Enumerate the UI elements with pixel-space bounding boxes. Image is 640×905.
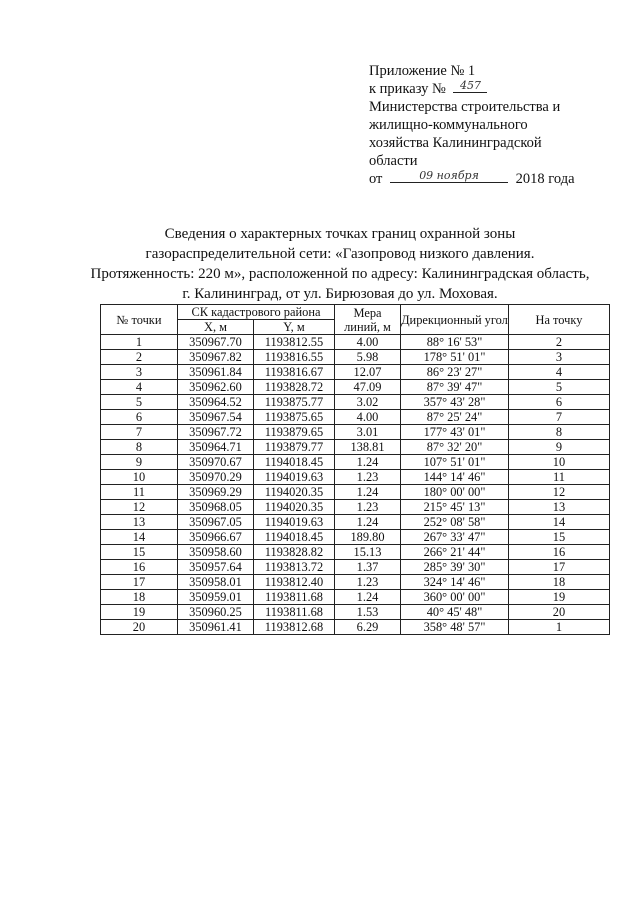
to-point-cell: 12 (509, 485, 610, 500)
point-no-cell: 15 (101, 545, 178, 560)
point-no-cell: 16 (101, 560, 178, 575)
y-cell: 1194018.45 (254, 530, 335, 545)
header-y: Y, м (254, 320, 335, 335)
table-row (101, 620, 610, 635)
length-cell: 189.80 (335, 530, 401, 545)
table-row (101, 365, 610, 380)
title-line-2: газораспределительной сети: «Газопровод низкого давления. (145, 246, 535, 262)
y-cell: 1194019.63 (254, 470, 335, 485)
point-no-cell: 14 (101, 530, 178, 545)
table-row (101, 590, 610, 605)
angle-cell: 87° 25' 24" (401, 410, 509, 425)
to-point-cell: 10 (509, 455, 610, 470)
y-cell: 1193875.65 (254, 410, 335, 425)
length-cell: 1.24 (335, 590, 401, 605)
to-point-cell: 20 (509, 605, 610, 620)
length-cell: 3.02 (335, 395, 401, 410)
header-length: Мера линий, м (335, 305, 401, 335)
table-row (101, 575, 610, 590)
ministry-line-4: области (369, 153, 418, 169)
table-row (101, 560, 610, 575)
header-sk-group: СК кадастрового района (178, 305, 335, 320)
angle-cell: 357° 43' 28" (401, 395, 509, 410)
header-point-no: № точки (101, 305, 178, 335)
y-cell: 1194019.63 (254, 515, 335, 530)
ministry-line-2: жилищно-коммунального (369, 117, 528, 133)
angle-cell: 267° 33' 47" (401, 530, 509, 545)
angle-cell: 87° 39' 47" (401, 380, 509, 395)
x-cell: 350959.01 (178, 590, 254, 605)
x-cell: 350969.29 (178, 485, 254, 500)
y-cell: 1193875.77 (254, 395, 335, 410)
y-cell: 1193813.72 (254, 560, 335, 575)
angle-cell: 107° 51' 01" (401, 455, 509, 470)
to-point-cell: 17 (509, 560, 610, 575)
point-no-cell: 13 (101, 515, 178, 530)
x-cell: 350967.70 (178, 335, 254, 350)
point-no-cell: 12 (101, 500, 178, 515)
angle-cell: 180° 00' 00" (401, 485, 509, 500)
order-number-handwritten: 457 (453, 79, 487, 93)
point-no-cell: 4 (101, 380, 178, 395)
header-to-point: На точку (509, 305, 610, 335)
x-cell: 350957.64 (178, 560, 254, 575)
length-cell: 1.37 (335, 560, 401, 575)
table-row (101, 485, 610, 500)
to-point-cell: 15 (509, 530, 610, 545)
order-prefix: к приказу № (369, 81, 446, 97)
to-point-cell: 14 (509, 515, 610, 530)
point-no-cell: 11 (101, 485, 178, 500)
point-no-cell: 17 (101, 575, 178, 590)
order-date (369, 170, 629, 188)
x-cell: 350958.01 (178, 575, 254, 590)
length-cell: 5.98 (335, 350, 401, 365)
appendix-number: Приложение № 1 (369, 63, 476, 79)
y-cell: 1193816.67 (254, 365, 335, 380)
to-point-cell: 7 (509, 410, 610, 425)
angle-cell: 88° 16' 53" (401, 335, 509, 350)
to-point-cell: 1 (509, 620, 610, 635)
table-row (101, 545, 610, 560)
appendix-header (369, 62, 629, 188)
title-line-1: Сведения о характерных точках границ охранной зоны (164, 226, 516, 242)
point-no-cell: 18 (101, 590, 178, 605)
table-row (101, 380, 610, 395)
table-row (101, 350, 610, 365)
length-cell: 1.53 (335, 605, 401, 620)
point-no-cell: 6 (101, 410, 178, 425)
x-cell: 350967.05 (178, 515, 254, 530)
point-no-cell: 3 (101, 365, 178, 380)
x-cell: 350961.84 (178, 365, 254, 380)
point-no-cell: 19 (101, 605, 178, 620)
length-cell: 1.24 (335, 455, 401, 470)
table-row (101, 500, 610, 515)
x-cell: 350964.52 (178, 395, 254, 410)
length-cell: 1.23 (335, 575, 401, 590)
angle-cell: 86° 23' 27" (401, 365, 509, 380)
point-no-cell: 10 (101, 470, 178, 485)
point-no-cell: 5 (101, 395, 178, 410)
angle-cell: 87° 32' 20" (401, 440, 509, 455)
angle-cell: 177° 43' 01" (401, 425, 509, 440)
table-row (101, 425, 610, 440)
points-table (100, 304, 610, 635)
order-reference (369, 80, 629, 98)
length-cell: 47.09 (335, 380, 401, 395)
angle-cell: 178° 51' 01" (401, 350, 509, 365)
title-line-3: Протяженность: 220 м», расположенной по адресу: Калининградская область, (90, 266, 590, 282)
y-cell: 1193828.82 (254, 545, 335, 560)
y-cell: 1193812.40 (254, 575, 335, 590)
x-cell: 350960.25 (178, 605, 254, 620)
to-point-cell: 11 (509, 470, 610, 485)
y-cell: 1193811.68 (254, 605, 335, 620)
title-line-4: г. Калининград, от ул. Бирюзовая до ул. Моховая. (182, 286, 498, 302)
x-cell: 350966.67 (178, 530, 254, 545)
to-point-cell: 2 (509, 335, 610, 350)
angle-cell: 285° 39' 30" (401, 560, 509, 575)
x-cell: 350967.82 (178, 350, 254, 365)
angle-cell: 144° 14' 46" (401, 470, 509, 485)
y-cell: 1194020.35 (254, 500, 335, 515)
table-row (101, 530, 610, 545)
table-row (101, 470, 610, 485)
y-cell: 1193812.55 (254, 335, 335, 350)
length-cell: 138.81 (335, 440, 401, 455)
length-cell: 1.24 (335, 515, 401, 530)
table-row (101, 515, 610, 530)
angle-cell: 215° 45' 13" (401, 500, 509, 515)
x-cell: 350967.72 (178, 425, 254, 440)
length-cell: 4.00 (335, 335, 401, 350)
angle-cell: 324° 14' 46" (401, 575, 509, 590)
length-cell: 3.01 (335, 425, 401, 440)
y-cell: 1194018.45 (254, 455, 335, 470)
angle-cell: 358° 48' 57" (401, 620, 509, 635)
y-cell: 1193812.68 (254, 620, 335, 635)
header-x: X, м (178, 320, 254, 335)
to-point-cell: 9 (509, 440, 610, 455)
date-prefix: от (369, 171, 383, 187)
to-point-cell: 8 (509, 425, 610, 440)
x-cell: 350961.41 (178, 620, 254, 635)
x-cell: 350970.67 (178, 455, 254, 470)
to-point-cell: 3 (509, 350, 610, 365)
to-point-cell: 5 (509, 380, 610, 395)
x-cell: 350967.54 (178, 410, 254, 425)
table-row (101, 395, 610, 410)
angle-cell: 252° 08' 58" (401, 515, 509, 530)
length-cell: 12.07 (335, 365, 401, 380)
to-point-cell: 6 (509, 395, 610, 410)
length-cell: 1.23 (335, 500, 401, 515)
point-no-cell: 1 (101, 335, 178, 350)
table-row (101, 605, 610, 620)
length-cell: 1.24 (335, 485, 401, 500)
angle-cell: 40° 45' 48" (401, 605, 509, 620)
table-row (101, 410, 610, 425)
table-row (101, 335, 610, 350)
point-no-cell: 8 (101, 440, 178, 455)
point-no-cell: 20 (101, 620, 178, 635)
y-cell: 1193879.65 (254, 425, 335, 440)
length-cell: 15.13 (335, 545, 401, 560)
x-cell: 350970.29 (178, 470, 254, 485)
ministry-line-3: хозяйства Калининградской (369, 135, 542, 151)
date-suffix: 2018 года (515, 171, 575, 187)
date-handwritten: 09 ноября (390, 169, 508, 183)
y-cell: 1194020.35 (254, 485, 335, 500)
x-cell: 350968.05 (178, 500, 254, 515)
point-no-cell: 7 (101, 425, 178, 440)
table-row (101, 440, 610, 455)
y-cell: 1193816.55 (254, 350, 335, 365)
y-cell: 1193811.68 (254, 590, 335, 605)
to-point-cell: 18 (509, 575, 610, 590)
y-cell: 1193879.77 (254, 440, 335, 455)
document-title (60, 224, 620, 304)
length-cell: 6.29 (335, 620, 401, 635)
x-cell: 350962.60 (178, 380, 254, 395)
to-point-cell: 19 (509, 590, 610, 605)
angle-cell: 360° 00' 00" (401, 590, 509, 605)
length-cell: 4.00 (335, 410, 401, 425)
y-cell: 1193828.72 (254, 380, 335, 395)
length-cell: 1.23 (335, 470, 401, 485)
x-cell: 350958.60 (178, 545, 254, 560)
to-point-cell: 13 (509, 500, 610, 515)
point-no-cell: 2 (101, 350, 178, 365)
table-row (101, 455, 610, 470)
to-point-cell: 16 (509, 545, 610, 560)
ministry-line-1: Министерства строительства и (369, 99, 561, 115)
point-no-cell: 9 (101, 455, 178, 470)
header-angle: Дирекционный угол (401, 305, 509, 335)
to-point-cell: 4 (509, 365, 610, 380)
x-cell: 350964.71 (178, 440, 254, 455)
angle-cell: 266° 21' 44" (401, 545, 509, 560)
